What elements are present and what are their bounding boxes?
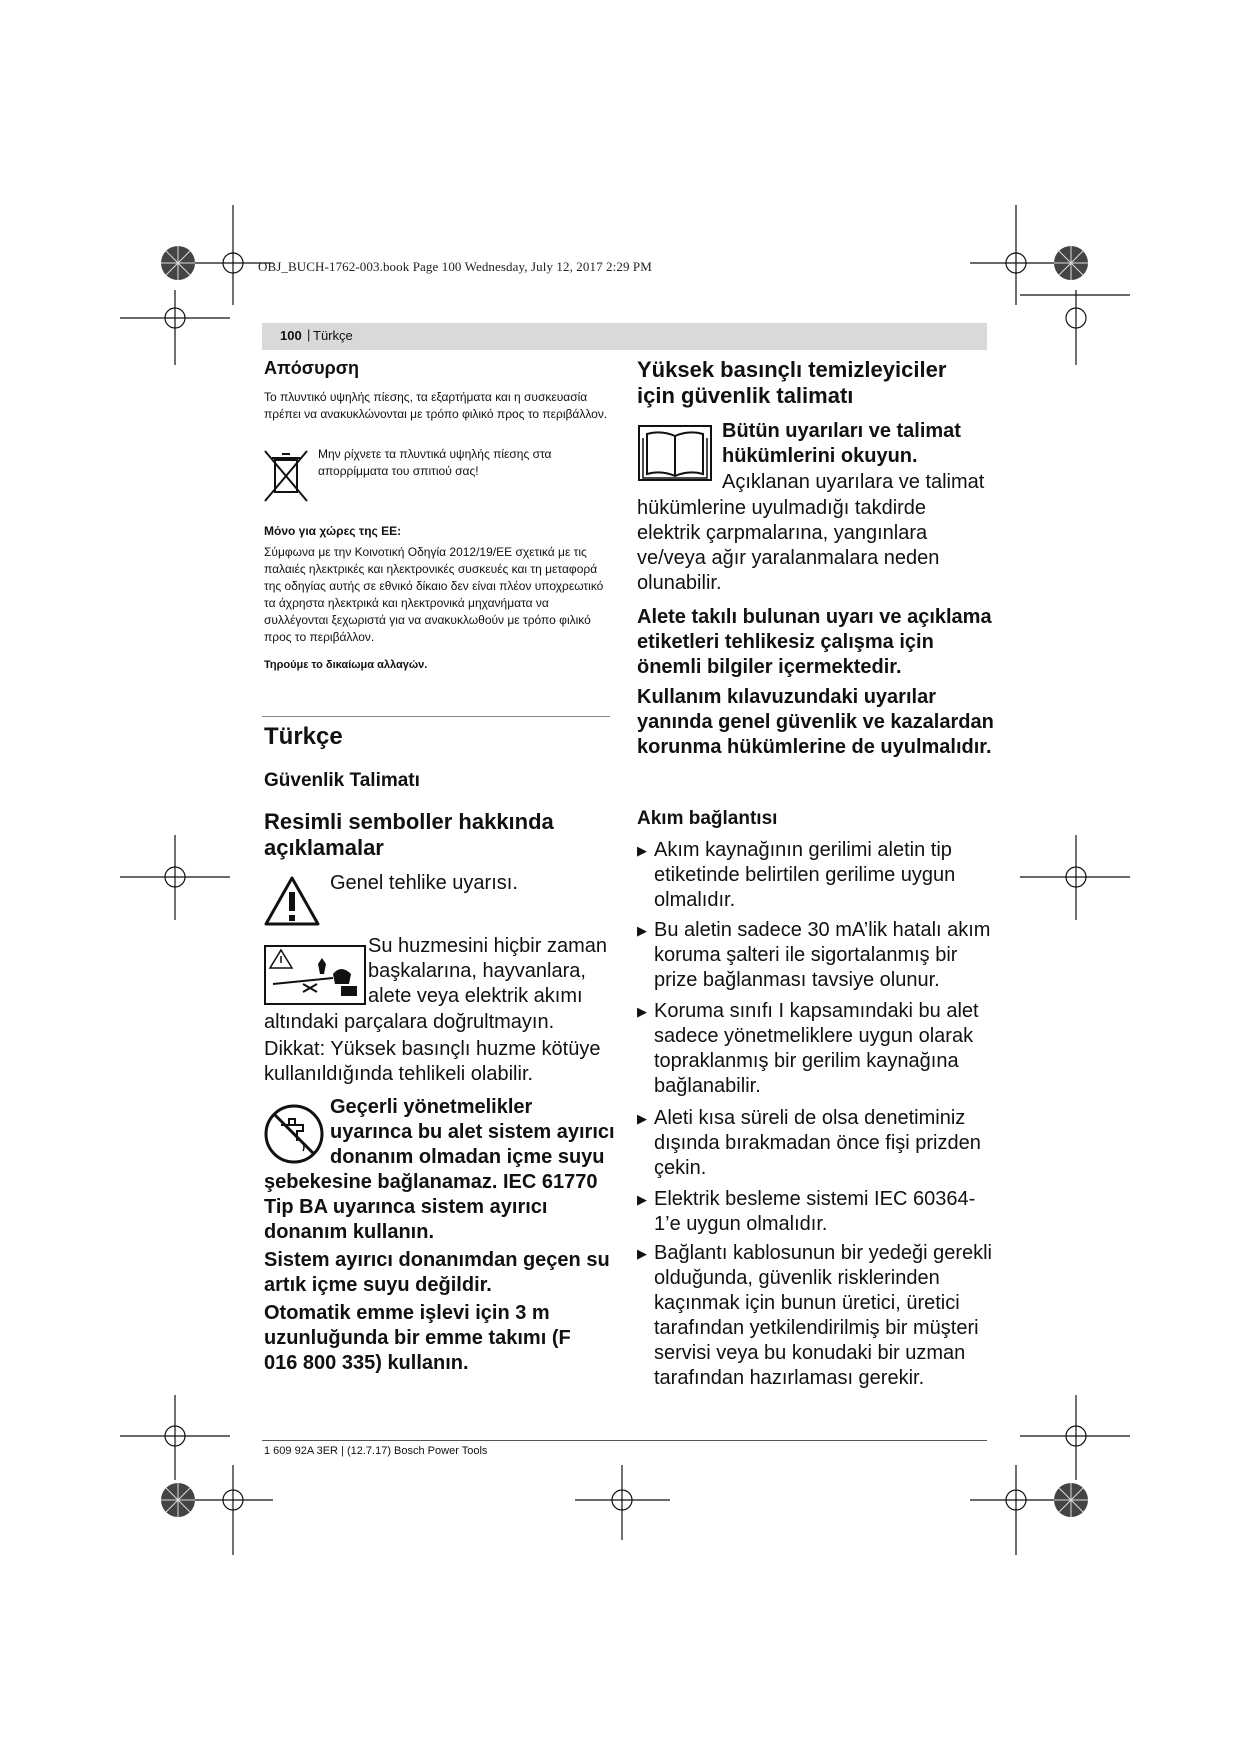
page-number: 100 [280, 328, 302, 343]
read-instructions-text-1: Açıklanan uyarılara ve talimat [722, 471, 985, 493]
power-bullet-4: ▶ Aleti kısa süreli de olsa denetiminiz dışında bırakmadan önce fişi prizden çekin. [637, 1107, 981, 1179]
symbols-heading: Resimli semboller hakkında açıklamalar [264, 809, 554, 860]
sym-backflow-d: Otomatik emme işlevi için 3 m uzunluğunda bir emme takımı (F 016 800 335) kullanın. [264, 1302, 571, 1374]
eu-heading: Μόνο για χώρες της ΕΕ: [264, 524, 402, 538]
bullet-arrow-icon: ▶ [637, 1004, 647, 1019]
sym-general-warning: Genel tehlike uyarısı. [330, 872, 518, 894]
power-bullet-5: ▶ Elektrik besleme sistemi IEC 60364-1’e uygun olmalıdır. [637, 1188, 976, 1235]
read-manual-icon [637, 424, 713, 482]
power-bullet-3: ▶ Koruma sınıfı I kapsamındaki bu alet sadece yönetmeliklere uygun olarak topraklanmış bir gerilim kaynağına bağlanabilir. [637, 1000, 979, 1097]
footer-text: 1 609 92A 3ER | (12.7.17) Bosch Power Tools [264, 1445, 488, 1457]
sym-jet-warning-b: altındaki parçalara doğrultmayın. [264, 1011, 555, 1033]
eu-text: Σύμφωνα με την Κοινοτική Οδηγία 2012/19/ΕΕ σχετικά με τις παλαιές ηλεκτρικές και ηλεκτρονικές συσκευές και τη μεταφορά της οδηγίας αυτής σε εθνικό δίκαιο δεν είναι πλέον υποχρεωτικό τα άχρηστα ηλεκτρικά και ηλεκτρονικά μηχανήματα να συλλέγονται ξεχωριστά για να ανακυκλωθούν με τρόπο φιλικό προς το περιβάλλον. [264, 545, 604, 644]
crossed-bin-icon [262, 446, 310, 504]
bullet-arrow-icon: ▶ [637, 1246, 647, 1261]
safety-heading: Güvenlik Talimatı [264, 770, 420, 791]
read-instructions-bold: Bütün uyarıları ve talimat hükümlerini okuyun. [722, 420, 961, 467]
power-heading: Akım bağlantısı [637, 808, 778, 829]
section-divider [262, 716, 610, 717]
labels-warning: Alete takılı bulunan uyarı ve açıklama etiketleri tehlikesiz çalışma için önemli bilgiler içermektedir. [637, 606, 992, 678]
turkish-title: Türkçe [264, 723, 343, 750]
sym-backflow-c: Sistem ayırıcı donanımdan geçen su artık içme suyu değildir. [264, 1249, 610, 1296]
header-separator: | [307, 327, 311, 342]
bullet-arrow-icon: ▶ [637, 1111, 647, 1126]
bin-text: Μην ρίχνετε τα πλυντικά υψηλής πίεσης στα απορρίμματα του σπιτιού σας! [318, 447, 552, 478]
power-bullet-6: ▶ Bağlantı kablosunun bir yedeği gerekli olduğunda, güvenlik risklerinden kaçınmak için bunun üretici, üretici tarafından yetkilendirilmiş bir müşteri servisi veya bu konudaki bir uzman tarafından hazırlaması gerekir. [637, 1242, 992, 1389]
bullet-arrow-icon: ▶ [637, 843, 647, 858]
power-bullet-2: ▶ Bu aletin sadece 30 mA’lik hatalı akım koruma şalteri ile sigortalanmış bir prize bağlanması tavsiye olunur. [637, 919, 991, 991]
header-language: Türkçe [313, 328, 353, 343]
read-instructions-text-2: hükümlerine uyulmadığı takdirde elektrik çarpmalarına, yangınlara ve/veya ağır yaralanmalara neden olunabilir. [637, 497, 940, 594]
print-slug: OBJ_BUCH-1762-003.book Page 100 Wednesday, July 12, 2017 2:29 PM [258, 259, 652, 274]
footer-rule [262, 1440, 987, 1441]
power-bullet-1: ▶ Akım kaynağının gerilimi aletin tip etiketinde belirtilen gerilime uygun olmalıdır. [637, 839, 956, 911]
sym-backflow-b: şebekesine bağlanamaz. IEC 61770 Tip BA uyarınca sistem ayırıcı donanım kullanın. [264, 1171, 598, 1243]
warning-triangle-icon [263, 875, 321, 927]
sym-jet-warning-a: Su huzmesini hiçbir zaman başkalarına, hayvanlara, alete veya elektrik akımı [368, 935, 607, 1007]
sym-jet-warning-c: Dikkat: Yüksek basınçlı huzme kötüye kullanıldığında tehlikeli olabilir. [264, 1038, 601, 1085]
greek-title: Απόσυρση [264, 358, 360, 378]
general-rules: Kullanım kılavuzundaki uyarılar yanında genel güvenlik ve kazalardan korunma hükümlerine de uyulmalıdır. [637, 686, 994, 758]
no-drinking-water-icon [263, 1103, 325, 1165]
bullet-arrow-icon: ▶ [637, 1192, 647, 1207]
right-heading: Yüksek basınçlı temizleyiciler için güvenlik talimatı [637, 357, 947, 408]
rights-reserved: Τηρούμε το δικαίωμα αλλαγών. [264, 659, 428, 671]
sym-backflow-a: Geçerli yönetmelikler uyarınca bu alet sistem ayırıcı donanım olmadan içme suyu [330, 1096, 615, 1168]
jet-warning-icon [263, 944, 367, 1006]
bullet-arrow-icon: ▶ [637, 923, 647, 938]
page-header [262, 323, 987, 350]
greek-paragraph: Το πλυντικό υψηλής πίεσης, τα εξαρτήματα και η συσκευασία πρέπει να ανακυκλώνονται με τρόπο φιλικό προς το περιβάλλον. [264, 390, 608, 421]
